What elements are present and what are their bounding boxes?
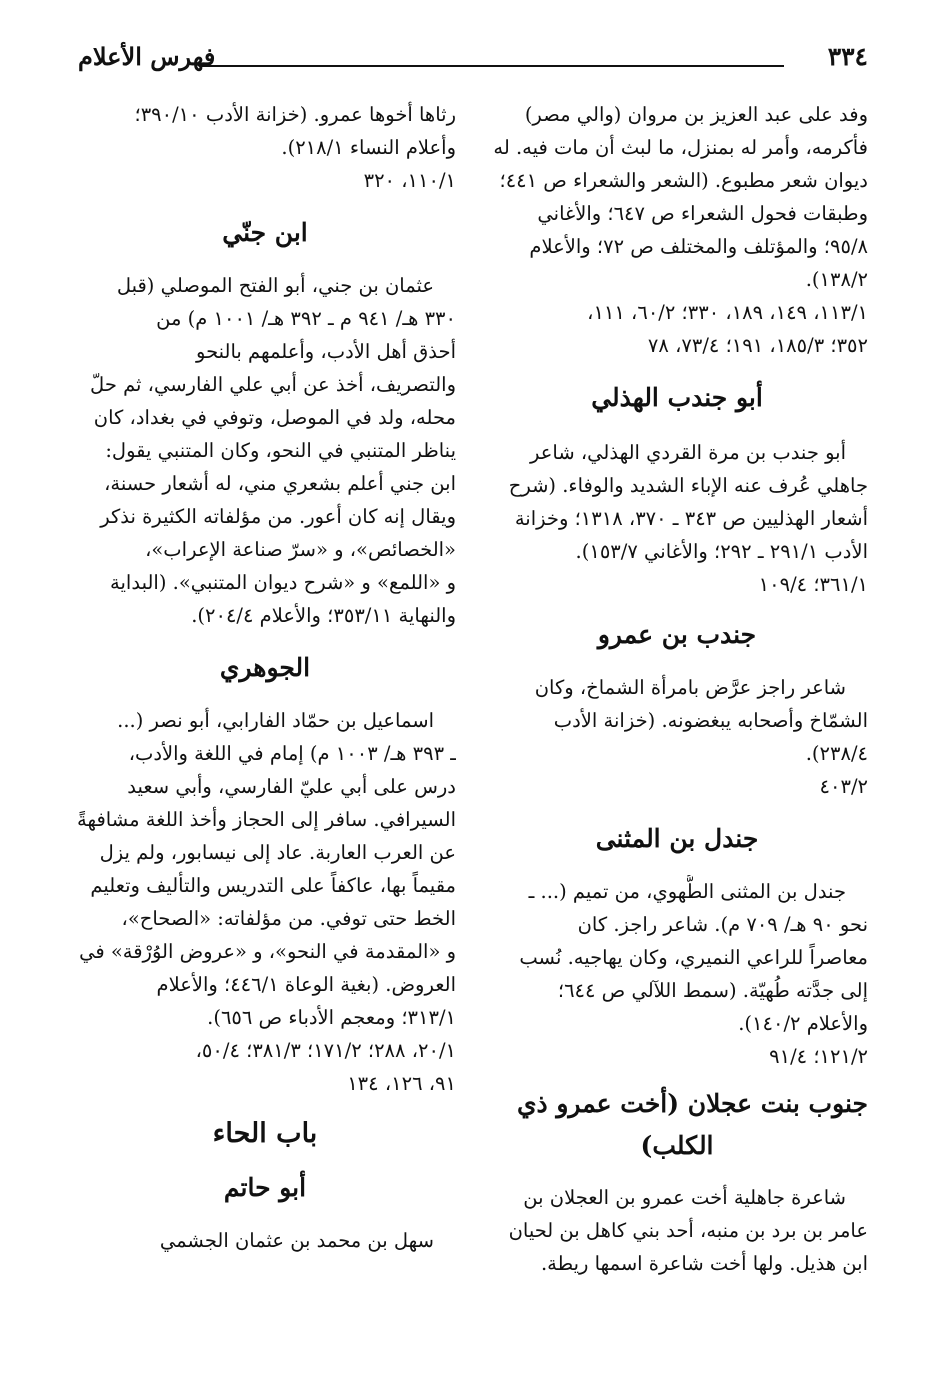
entry-heading-continuation: الكلب) [640,1131,714,1160]
page-header [78,40,868,80]
entry-line: درس على أبي عليّ الفارسي، وأبي سعيد [127,775,456,798]
entry-line: سهل بن محمد بن عثمان الجشمي [159,1229,434,1252]
entry-line: ٣١٣/١؛ ومعجم الأدباء ص ٦٥٦). [207,1006,456,1029]
entry-line: و «المقدمة في النحو»، و «عروض الوُرْقة» في [79,940,456,963]
right-column [486,98,868,1280]
entry-heading: الجوهري [219,653,311,682]
entry-refs: ١١٠/١، ٣٢٠ [363,169,456,192]
entry-line: اسماعيل بن حمّاد الفارابي، أبو نصر (... [117,709,434,732]
entry-line: وأعلام النساء ٢١٨/١). [281,136,456,159]
entry-line: وفد على عبد العزيز بن مروان (والي مصر) [524,103,868,126]
entry-line: جاهلي عُرف عنه الإباء الشديد والوفاء. (شرح [508,474,868,497]
entry-janub-bint-ajlan [486,1083,868,1280]
entry-line: الشمّاخ وأصحابه يبغضونه. (خزانة الأدب [553,709,868,732]
entry-line: ٩٥/٨؛ والمؤتلف والمختلف ص ٧٢؛ والأعلام [529,235,868,258]
entry-line: رثاها أخوها عمرو. (خزانة الأدب ٣٩٠/١٠؛ [134,103,456,126]
entry-line: ابن هذيل. ولها أخت شاعرة اسمها ريطة. [540,1252,868,1275]
entry-continuation [74,98,456,197]
entry-line: العروض. (بغية الوعاة ٤٤٦/١؛ والأعلام [156,973,456,996]
entry-heading: جندب بن عمرو [597,620,757,649]
entry-jundab-bin-amr [486,613,868,803]
entry-line: وطبقات فحول الشعراء ص ٦٤٧؛ والأغاني [537,202,868,225]
page-number: ٣٣٤ [827,42,868,71]
left-column [74,98,456,1257]
entry-line: الأدب ٢٩١/١ ـ ٢٩٢؛ والأغاني ١٥٣/٧). [575,540,868,563]
entry-al-jawhari [74,646,456,1100]
entry-refs: ١١٣/١، ١٤٩، ١٨٩، ٣٣٠؛ ٦٠/٢، ١١١، [587,301,868,324]
entry-line: نحو ٩٠ هـ/ ٧٠٩ م). شاعر راجز. كان [577,913,868,936]
section-heading: باب الحاء [212,1118,318,1149]
entry-line: شاعر راجز عرَّض بامرأة الشماخ، وكان [534,676,846,699]
entry-refs: ٢٠/١، ٢٨٨؛ ١٧١/٢؛ ٣٨١/٣؛ ٥٠/٤، [195,1039,456,1062]
entry-line: و «اللمع» و «شرح ديوان المتنبي». (البداية [110,571,456,594]
entry-heading: ابن جنّي [222,218,308,247]
entry-line: «الخصائص»، و «سرّ صناعة الإعراب»، [145,538,456,561]
entry-jandal-bin-muthanna [486,817,868,1073]
entry-heading: أبو حاتم [223,1173,307,1202]
entry-line: مقيماً بها، عاكفاً على التدريس والتأليف وتعليم [90,874,456,897]
entry-line: ٣٣٠ هـ/ ٩٤١ م ـ ٣٩٢ هـ/ ١٠٠١ م) من [156,307,456,330]
entry-line: محله، ولد في الموصل، وتوفي في بغداد، كان [93,406,456,429]
entry-line: جندل بن المثنى الطُّهوي، من تميم (... ـ [528,880,846,903]
entry-refs: ٣٥٢؛ ١٨٥/٣، ١٩١؛ ٧٣/٤، ٧٨ [647,334,868,357]
entry-line: ديوان شعر مطبوع. (الشعر والشعراء ص ٤٤١؛ [499,169,868,192]
entry-line: فأكرمه، وأمر له بمنزل، ما لبث أن مات فيه. له [493,136,868,159]
entry-line: ١٣٨/٢). [805,268,868,291]
entry-line: عامر بن برد بن منبه، أحد بني كاهل بن لحيان [508,1219,868,1242]
entry-ibn-jinni [74,211,456,632]
entry-line: ٢٣٨/٤). [805,742,868,765]
entry-line: أبو جندب بن مرة القردي الهذلي، شاعر [529,441,846,464]
entry-refs: ٣٦١/١؛ ١٠٩/٤ [758,573,868,596]
entry-line: معاصراً للراعي النميري، وكان يهاجيه. نُسب [519,946,868,969]
entry-abu-jundab [486,376,868,601]
entry-line: أحذق أهل الأدب، وأعلمهم بالنحو [196,340,456,363]
entry-line: عثمان بن جني، أبو الفتح الموصلي (قبل [116,274,434,297]
entry-continuation [486,98,868,362]
entry-refs: ٩١، ١٢٦، ١٣٤ [347,1072,456,1095]
entry-line: أشعار الهذليين ص ٣٤٣ ـ ٣٧٠، ١٣١٨؛ وخزانة [514,507,868,530]
entry-line: ابن جني أعلم بشعري مني، له أشعار حسنة، [104,472,456,495]
entry-line: السيرافي. سافر إلى الحجاز وأخذ اللغة مشافهةً [77,808,456,831]
entry-line: والتصريف، أخذ عن أبي علي الفارسي، ثم حلّ [90,373,456,396]
entry-heading: جنوب بنت عجلان (أخت عمرو ذي [516,1089,868,1118]
entry-refs: ١٢١/٢؛ ٩١/٤ [769,1045,868,1068]
running-title: فهرس الأعلام [78,42,216,71]
entry-line: والنهاية ٣٥٣/١١؛ والأعلام ٢٠٤/٤). [191,604,456,627]
entry-heading: أبو جندب الهذلي [591,383,763,412]
entry-heading: جندل بن المثنى [595,824,759,853]
entry-line: إلى جدَّته طُهيّة. (سمط اللآلي ص ٦٤٤؛ [557,979,868,1002]
entry-refs: ٤٠٣/٢ [819,775,868,798]
entry-line: عن العرب العاربة. عاد إلى نيسابور، ولم يزل [99,841,456,864]
entry-line: الخط حتى توفي. من مؤلفاته: «الصحاح»، [121,907,456,930]
entry-abu-hatim [74,1166,456,1257]
header-rule [201,65,784,67]
entry-line: يناظر المتنبي في النحو، وكان المتنبي يقول: [105,439,456,462]
entry-line: ويقال إنه كان أعور. من مؤلفاته الكثيرة نذكر [100,505,456,528]
entry-line: شاعرة جاهلية أخت عمرو بن العجلان بن [523,1186,846,1209]
entry-line: ـ ٣٩٣ هـ/ ١٠٠٣ م) إمام في اللغة والأدب، [128,742,456,765]
entry-line: والأعلام ١٤٠/٢). [738,1012,868,1035]
